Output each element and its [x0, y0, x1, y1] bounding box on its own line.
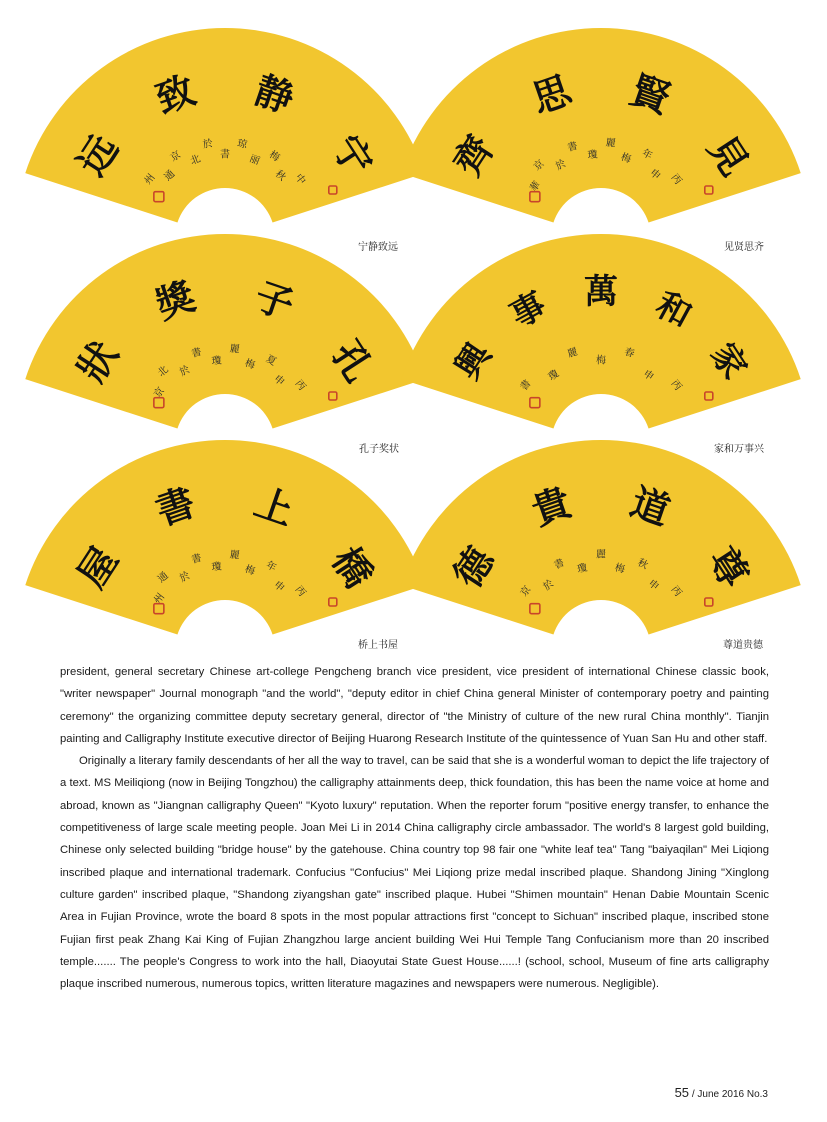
- fan-inscription-character: 丙: [668, 584, 684, 599]
- fan-main-character: 萬: [584, 272, 618, 312]
- fan-inscription-character: 琼: [236, 138, 249, 151]
- fan-inscription-character: 於: [541, 578, 557, 593]
- fan-inscription-character: 書: [190, 346, 204, 361]
- fan-inscription-character: 於: [177, 570, 192, 585]
- fan-shape: [25, 440, 424, 635]
- fan-painting-zundao-guide: [436, 436, 766, 651]
- fan-inscription-character: 瓊: [576, 562, 589, 576]
- fan-inscription-character: 京: [152, 385, 168, 401]
- fan-painting-kongzi-jiangzhuang: [60, 230, 390, 445]
- fan-inscription-character: 瓊: [211, 561, 223, 574]
- fan-main-character: 橋: [323, 539, 382, 596]
- fan-inscription-character: 北: [188, 153, 203, 168]
- fan-main-character: 家: [702, 336, 755, 387]
- fan-inscription-character: 梅: [619, 152, 633, 166]
- fan-inscription-character: 京: [531, 158, 547, 174]
- fan-svg: [436, 24, 766, 224]
- fan-main-character: 上: [249, 478, 300, 534]
- fan-inscription-character: 書: [220, 149, 230, 161]
- fan-painting-jiahe-wanshixing: [436, 230, 766, 445]
- fan-inscription-character: 瓊: [211, 355, 223, 368]
- fan-main-character: 思: [526, 66, 577, 122]
- fan-inscription-character: 北: [155, 364, 171, 380]
- fan-main-character: 見: [699, 127, 758, 184]
- fan-main-character: 事: [503, 284, 553, 337]
- fan-inscription-character: 書: [552, 557, 567, 572]
- fan-inscription-character: 申: [271, 373, 287, 389]
- fan-painting-qiaoshang-shuwu: [60, 436, 390, 651]
- fan-svg: [436, 436, 766, 636]
- fan-main-character: 孔: [323, 333, 382, 390]
- fan-caption-4: 家和万事兴: [714, 444, 764, 455]
- fan-caption-1: 宁静致远: [358, 242, 398, 253]
- fan-inscription-character: 於: [177, 364, 192, 379]
- fan-inscription-character: 於: [201, 138, 214, 151]
- fan-shape: [401, 28, 800, 223]
- fan-painting-ningjing-zhiyuan: [60, 24, 390, 239]
- calligraphy-fan-gallery: [60, 0, 780, 655]
- fan-shape: [401, 440, 800, 635]
- fan-inscription-character: 華: [528, 179, 544, 195]
- fan-caption-5: 桥上书屋: [358, 640, 398, 651]
- page-number: 55: [674, 1085, 690, 1100]
- fan-inscription-character: 州: [152, 591, 168, 607]
- fan-main-character: 貴: [526, 478, 577, 534]
- fan-inscription-character: 丙: [668, 172, 684, 187]
- fan-shape: [25, 234, 424, 429]
- fan-inscription-character: 丙: [292, 378, 308, 393]
- fan-inscription-character: 年: [639, 147, 654, 163]
- fan-inscription-character: 於: [553, 158, 568, 173]
- fan-inscription-character: 州: [142, 172, 158, 187]
- fan-main-character: 興: [447, 336, 500, 387]
- page-footer: [675, 1085, 768, 1100]
- fan-painting-jianxian-siqi: [436, 24, 766, 239]
- fan-inscription-character: 京: [518, 584, 534, 599]
- fan-main-character: 和: [649, 284, 699, 337]
- fan-svg: [60, 230, 390, 430]
- fan-svg: [60, 24, 390, 224]
- article-paragraph-2: Originally a literary family descendants of her all the way to travel, can be said that she is a wonderful woman to depict the life trajectory of a text. MS Meiliqiong (now in Beijing Tongzhou) the calligraphy attainments deep, thick foundation, this has been the name voice at home and abroad, known as "Jiangnan calligraphy Queen" "Kyoto luxury" reputation. When the reporter forum "positive energy transfer, to enhance the competitiveness of large scale meeting people. Joan Mei Li in 2014 China calligraphy circle ambassador. The world's 8 largest gold building, Chinese only selected building "bridge house" by the gatehouse. China country top 98 fair one "white leaf tea" Tang "baiyaqilan" Mei Liqiong inscribed plaque and international trademark. Confucius "Confucius" Mei Liqiong prize medal inscribed plaque. Shandong Jining "Xinglong culture garden" inscribed plaque, "Shandong ziyangshan gate" inscribed plaque. Hubei "Shimen mountain" Henan Dabie Mountain Scenic Area in Fujian Province, wrote the board 8 spots in the most popular attractions first "concept to Sichuan" inscribed plaque, inscribed stone Fujian first peak Zhang Kai King of Fujian Zhangzhou large ancient building Wei Hui Temple Tang Confucianism more than 20 inscribed temple....... The people's Congress to work into the hall, Diaoyutai State Guest House......! (school, school, Museum of fine arts calligraphy plaque inscribed numerous, numerous topics, written literature magazines and newspapers were numerous. Negligible).: [60, 755, 769, 991]
- fan-inscription-character: 夏: [263, 353, 278, 369]
- fan-inscription-character: 秋: [272, 168, 288, 184]
- fan-inscription-character: 丙: [292, 584, 308, 599]
- fan-inscription-character: 申: [640, 368, 656, 384]
- fan-inscription-character: 梅: [243, 358, 257, 372]
- fan-shape: [401, 234, 800, 429]
- fan-main-character: 德: [444, 539, 503, 596]
- fan-inscription-character: 丙: [668, 378, 684, 393]
- article-body: [60, 661, 769, 995]
- fan-inscription-character: 梅: [596, 355, 606, 367]
- fan-caption-3: 孔子奖状: [359, 444, 399, 455]
- fan-main-character: 書: [150, 478, 201, 534]
- fan-inscription-character: 麗: [566, 346, 580, 361]
- fan-inscription-character: 書: [518, 378, 534, 393]
- fan-inscription-character: 通: [162, 168, 178, 184]
- fan-main-character: 尊: [699, 539, 758, 596]
- fan-inscription-character: 年: [263, 559, 278, 575]
- fan-inscription-character: 梅: [243, 564, 257, 578]
- fan-main-character: 齊: [444, 127, 503, 184]
- fan-inscription-character: 書: [190, 552, 204, 567]
- fan-inscription-character: 申: [647, 167, 663, 183]
- fan-main-character: 屋: [68, 539, 127, 596]
- fan-inscription-character: 申: [645, 578, 661, 593]
- fan-caption-6: 尊道贵德: [723, 640, 763, 651]
- fan-main-character: 道: [625, 478, 676, 534]
- fan-inscription-character: 麗: [229, 549, 241, 562]
- fan-main-character: 子: [249, 272, 300, 328]
- fan-inscription-character: 瓊: [587, 149, 599, 162]
- fan-inscription-character: 麗: [229, 343, 241, 356]
- fan-main-character: 远: [68, 127, 127, 184]
- fan-inscription-character: 通: [155, 570, 171, 586]
- fan-shape: [25, 28, 424, 223]
- fan-inscription-character: 書: [566, 140, 580, 155]
- fan-svg: [436, 230, 766, 430]
- fan-inscription-character: 梅: [613, 562, 626, 576]
- fan-inscription-character: 京: [168, 149, 183, 165]
- fan-inscription-character: 春: [622, 346, 636, 361]
- article-paragraph-1: president, general secretary Chinese art-college Pengcheng branch vice president, vice president of international Chinese classic book, "writer newspaper" Journal monograph "and the world", "deputy editor in chief China general Minister of contemporary poetry and painting ceremony" the organizing committee deputy secretary general, director of "the Ministry of culture of the new rural China monthly". Tianjin painting and Calligraphy Institute executive director of Beijing Huarong Research Institute of the quintessence of Yuan San Hu and other staff.: [60, 666, 769, 745]
- fan-main-character: 狀: [68, 333, 127, 390]
- fan-inscription-character: 梅: [267, 149, 282, 165]
- fan-main-character: 賢: [625, 66, 676, 122]
- fan-main-character: 宁: [323, 127, 382, 184]
- fan-inscription-character: 丽: [247, 153, 262, 168]
- issue-info: / June 2016 No.3: [691, 1089, 768, 1100]
- fan-inscription-character: 麗: [605, 137, 617, 150]
- fan-main-character: 獎: [150, 272, 201, 328]
- fan-main-character: 静: [249, 66, 300, 122]
- fan-caption-2: 见贤思齐: [724, 242, 764, 253]
- fan-svg: [60, 436, 390, 636]
- fan-inscription-character: 秋: [635, 557, 650, 572]
- fan-inscription-character: 申: [271, 579, 287, 595]
- fan-inscription-character: 麗: [596, 549, 606, 561]
- fan-inscription-character: 中: [292, 172, 308, 187]
- fan-inscription-character: 瓊: [546, 368, 562, 384]
- fan-main-character: 致: [150, 66, 201, 122]
